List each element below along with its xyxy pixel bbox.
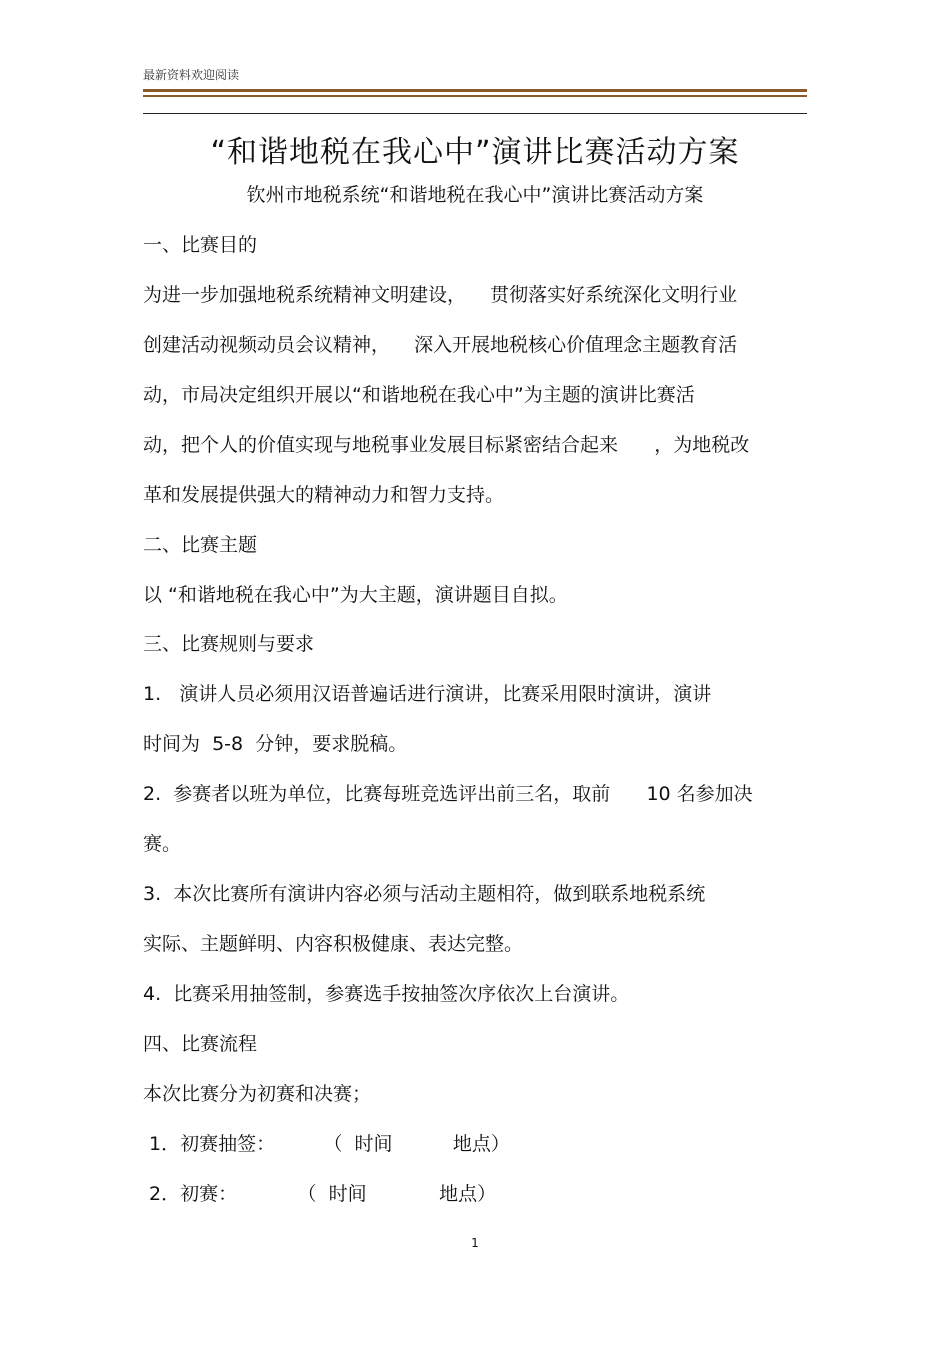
body-line: 动，市局决定组织开展以“和谐地税在我心中”为主题的演讲比赛活 bbox=[143, 384, 695, 406]
body-line: 2. 参赛者以班为单位，比赛每班竞选评出前三名，取前 10 名参加决 bbox=[143, 783, 753, 805]
body-line-section-heading-1: 一、比赛目的 bbox=[143, 234, 258, 256]
page-header-text: 最新资料欢迎阅读 bbox=[143, 68, 240, 82]
header-thin-rule bbox=[143, 113, 807, 114]
body-line: 动，把个人的价值实现与地税事业发展目标紧密结合起来 ，为地税改 bbox=[143, 434, 750, 456]
body-line: 1．初赛抽签： （ 时间 地点） bbox=[143, 1133, 510, 1155]
body-line: 革和发展提供强大的精神动力和智力支持。 bbox=[143, 484, 505, 506]
body-line: 时间为 5-8 分钟，要求脱稿。 bbox=[143, 733, 408, 755]
header-double-rule-top bbox=[143, 89, 807, 92]
body-line: 实际、主题鲜明、内容积极健康、表达完整。 bbox=[143, 933, 524, 955]
body-line: 以 “和谐地税在我心中”为大主题，演讲题目自拟。 bbox=[143, 584, 568, 606]
document-subtitle: 钦州市地税系统“和谐地税在我心中”演讲比赛活动方案 bbox=[246, 184, 704, 206]
document-title: “和谐地税在我心中”演讲比赛活动方案 bbox=[210, 135, 740, 170]
body-line: 4. 比赛采用抽签制，参赛选手按抽签次序依次上台演讲。 bbox=[143, 983, 630, 1005]
body-line: 2．初赛： （ 时间 地点） bbox=[143, 1183, 497, 1205]
body-line: 3. 本次比赛所有演讲内容必须与活动主题相符，做到联系地税系统 bbox=[143, 883, 706, 905]
body-line: 创建活动视频动员会议精神， 深入开展地税核心价值理念主题教育活 bbox=[143, 334, 738, 356]
body-line: 本次比赛分为初赛和决赛； bbox=[143, 1083, 372, 1105]
body-line: 1. 演讲人员必须用汉语普遍话进行演讲，比赛采用限时演讲，演讲 bbox=[143, 683, 712, 705]
body-line: 赛。 bbox=[143, 833, 182, 855]
body-line: 为进一步加强地税系统精神文明建设， 贯彻落实好系统深化文明行业 bbox=[143, 284, 738, 306]
header-double-rule-bottom bbox=[143, 95, 807, 97]
body-line-section-heading-4: 四、比赛流程 bbox=[143, 1033, 258, 1055]
body-line-section-heading-3: 三、比赛规则与要求 bbox=[143, 633, 315, 655]
page-number: 1 bbox=[471, 1236, 479, 1250]
body-line-section-heading-2: 二、比赛主题 bbox=[143, 534, 258, 556]
